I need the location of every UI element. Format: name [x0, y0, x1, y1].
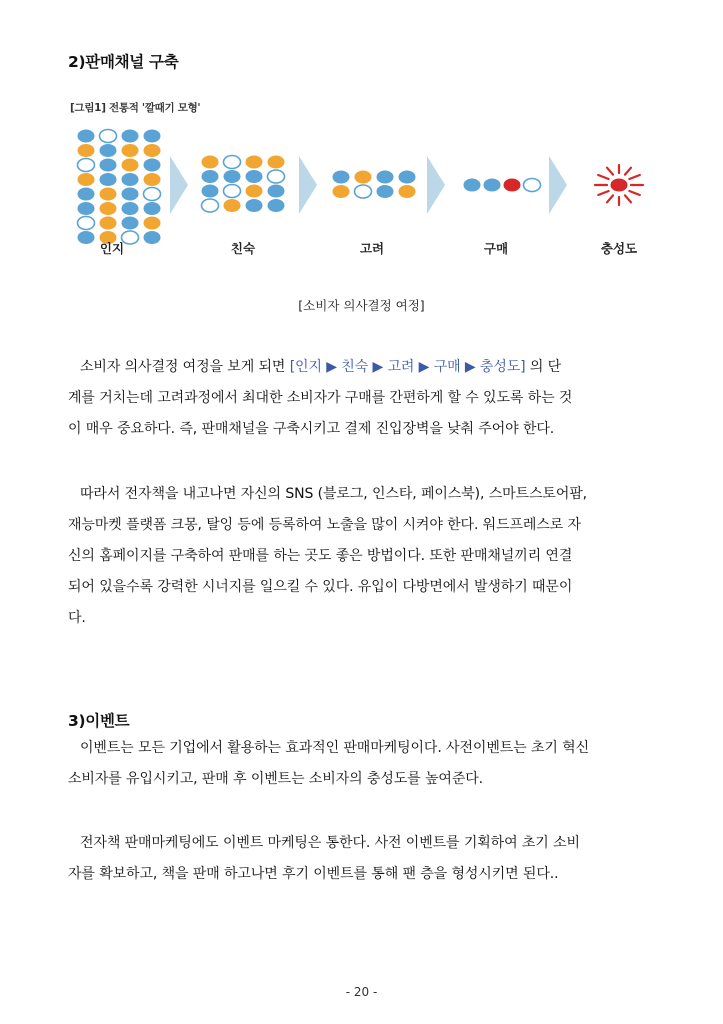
- familiarity-dot: [246, 199, 263, 212]
- awareness-dot: [100, 130, 117, 143]
- paragraph-decision-journey: [68, 352, 658, 445]
- stage-label-familiarity: 친숙: [230, 241, 256, 256]
- familiarity-dot: [224, 199, 241, 212]
- consideration-dot: [333, 185, 350, 198]
- awareness-dot: [78, 188, 95, 201]
- paragraph-event-intro: [68, 733, 658, 795]
- awareness-dot: [122, 130, 139, 143]
- awareness-dot: [144, 130, 161, 143]
- awareness-dot: [144, 188, 161, 201]
- text-run: 의 단: [525, 359, 562, 375]
- purchase-dot: [484, 179, 501, 192]
- awareness-dot: [100, 188, 117, 201]
- funnel-figure: [70, 96, 660, 276]
- purchase-dot: [504, 179, 521, 192]
- awareness-dot: [78, 159, 95, 172]
- loyalty-burst-ray: [625, 168, 631, 175]
- section-title-sales-channel: 2)판매채널 구축: [68, 53, 179, 71]
- text-run: 소비자 의사결정 여정을 보게 되면: [80, 359, 290, 375]
- stage-label-awareness: 인지: [99, 241, 125, 256]
- familiarity-dot: [202, 199, 219, 212]
- stage-label-consideration: 고려: [359, 241, 385, 256]
- paragraph-line: [68, 352, 658, 383]
- familiarity-dot: [224, 156, 241, 169]
- paragraph-line: 계를 거치는데 고려과정에서 최대한 소비자가 구매를 간편하게 할 수 있도록 하는 것: [68, 390, 573, 406]
- stage-label-loyalty: 충성도: [600, 241, 638, 256]
- awareness-dot: [122, 202, 139, 215]
- familiarity-dot: [202, 156, 219, 169]
- section-title-event: 3)이벤트: [68, 712, 130, 730]
- paragraph-line: 신의 홈페이지를 구축하여 판매를 하는 곳도 좋은 방법이다. 또한 판매채널끼리 연결: [68, 548, 573, 564]
- familiarity-dot: [268, 185, 285, 198]
- paragraph-line: 이벤트는 모든 기업에서 활용하는 효과적인 판매마케팅이다. 사전이벤트는 초기 혁신: [80, 740, 589, 756]
- loyalty-burst-ray: [598, 191, 608, 195]
- paragraph-line: 소비자를 유입시키고, 판매 후 이벤트는 소비자의 충성도를 높여준다.: [68, 771, 484, 787]
- awareness-dot: [78, 217, 95, 230]
- paragraph-line: 이 매우 중요하다. 즉, 판매채널을 구축시키고 결제 진입장벽을 낮춰 주어야 한다.: [68, 421, 555, 437]
- awareness-dot: [144, 202, 161, 215]
- awareness-dot: [100, 202, 117, 215]
- loyalty-dot: [611, 179, 628, 192]
- paragraph-event-marketing: [68, 828, 658, 890]
- purchase-dot: [524, 179, 541, 192]
- consideration-dot: [333, 171, 350, 184]
- awareness-dot: [144, 173, 161, 186]
- consideration-dot: [355, 171, 372, 184]
- awareness-dot: [100, 217, 117, 230]
- familiarity-dot: [224, 170, 241, 183]
- consideration-dot: [377, 171, 394, 184]
- awareness-dot: [122, 159, 139, 172]
- loyalty-burst-ray: [625, 195, 631, 202]
- awareness-dot: [122, 173, 139, 186]
- awareness-dot: [144, 144, 161, 157]
- journey-flow-highlight: [인지 ▶ 친숙 ▶ 고려 ▶ 구매 ▶ 충성도]: [289, 359, 526, 375]
- familiarity-dot: [224, 185, 241, 198]
- page-number: - 20 -: [345, 985, 378, 999]
- loyalty-burst-ray: [607, 168, 613, 175]
- consideration-dot: [399, 185, 416, 198]
- awareness-dot: [78, 144, 95, 157]
- awareness-dot: [122, 144, 139, 157]
- awareness-dot: [144, 159, 161, 172]
- consideration-dot: [377, 185, 394, 198]
- awareness-dot: [100, 159, 117, 172]
- paragraph-sales-channels: [68, 479, 658, 634]
- familiarity-dot: [202, 170, 219, 183]
- awareness-dot: [78, 130, 95, 143]
- loyalty-burst-ray: [629, 175, 639, 179]
- consideration-dot: [355, 185, 372, 198]
- familiarity-dot: [268, 156, 285, 169]
- purchase-dot: [464, 179, 481, 192]
- awareness-dot: [78, 173, 95, 186]
- consideration-dot: [399, 171, 416, 184]
- familiarity-dot: [246, 185, 263, 198]
- familiarity-dot: [246, 170, 263, 183]
- familiarity-dot: [268, 199, 285, 212]
- figure-label: [그림1] 전통적 '깔때기 모형': [70, 102, 201, 114]
- figure-caption: [소비자 의사결정 여정]: [298, 298, 425, 313]
- stage-label-purchase: 구매: [483, 241, 509, 256]
- loyalty-burst-ray: [629, 191, 639, 195]
- awareness-dot: [100, 144, 117, 157]
- paragraph-line: 따라서 전자책을 내고나면 자신의 SNS (블로그, 인스타, 페이스북), 스마트스토어팜,: [80, 486, 588, 502]
- paragraph-line: 자를 확보하고, 책을 판매 하고나면 후기 이벤트를 통해 팬 층을 형성시키면 된다..: [68, 866, 559, 882]
- funnel-arrow: [549, 156, 567, 214]
- awareness-dot: [144, 217, 161, 230]
- familiarity-dot: [268, 170, 285, 183]
- familiarity-dot: [246, 156, 263, 169]
- awareness-dot: [122, 217, 139, 230]
- funnel-arrow: [427, 156, 445, 214]
- paragraph-line: 되어 있을수록 강력한 시너지를 일으킬 수 있다. 유입이 다방면에서 발생하기 때문이: [68, 579, 573, 595]
- familiarity-dot: [202, 185, 219, 198]
- loyalty-burst-ray: [598, 175, 608, 179]
- paragraph-line: 재능마켓 플랫폼 크몽, 탈잉 등에 등록하여 노출을 많이 시켜야 한다. 워드프레스로 자: [68, 517, 581, 533]
- paragraph-line: 다.: [68, 610, 86, 626]
- awareness-dot: [122, 188, 139, 201]
- paragraph-line: 전자책 판매마케팅에도 이벤트 마케팅은 통한다. 사전 이벤트를 기획하여 초기 소비: [80, 835, 580, 851]
- awareness-dot: [100, 173, 117, 186]
- funnel-arrow: [170, 156, 188, 214]
- loyalty-burst-ray: [607, 195, 613, 202]
- funnel-arrow: [299, 156, 317, 214]
- awareness-dot: [78, 202, 95, 215]
